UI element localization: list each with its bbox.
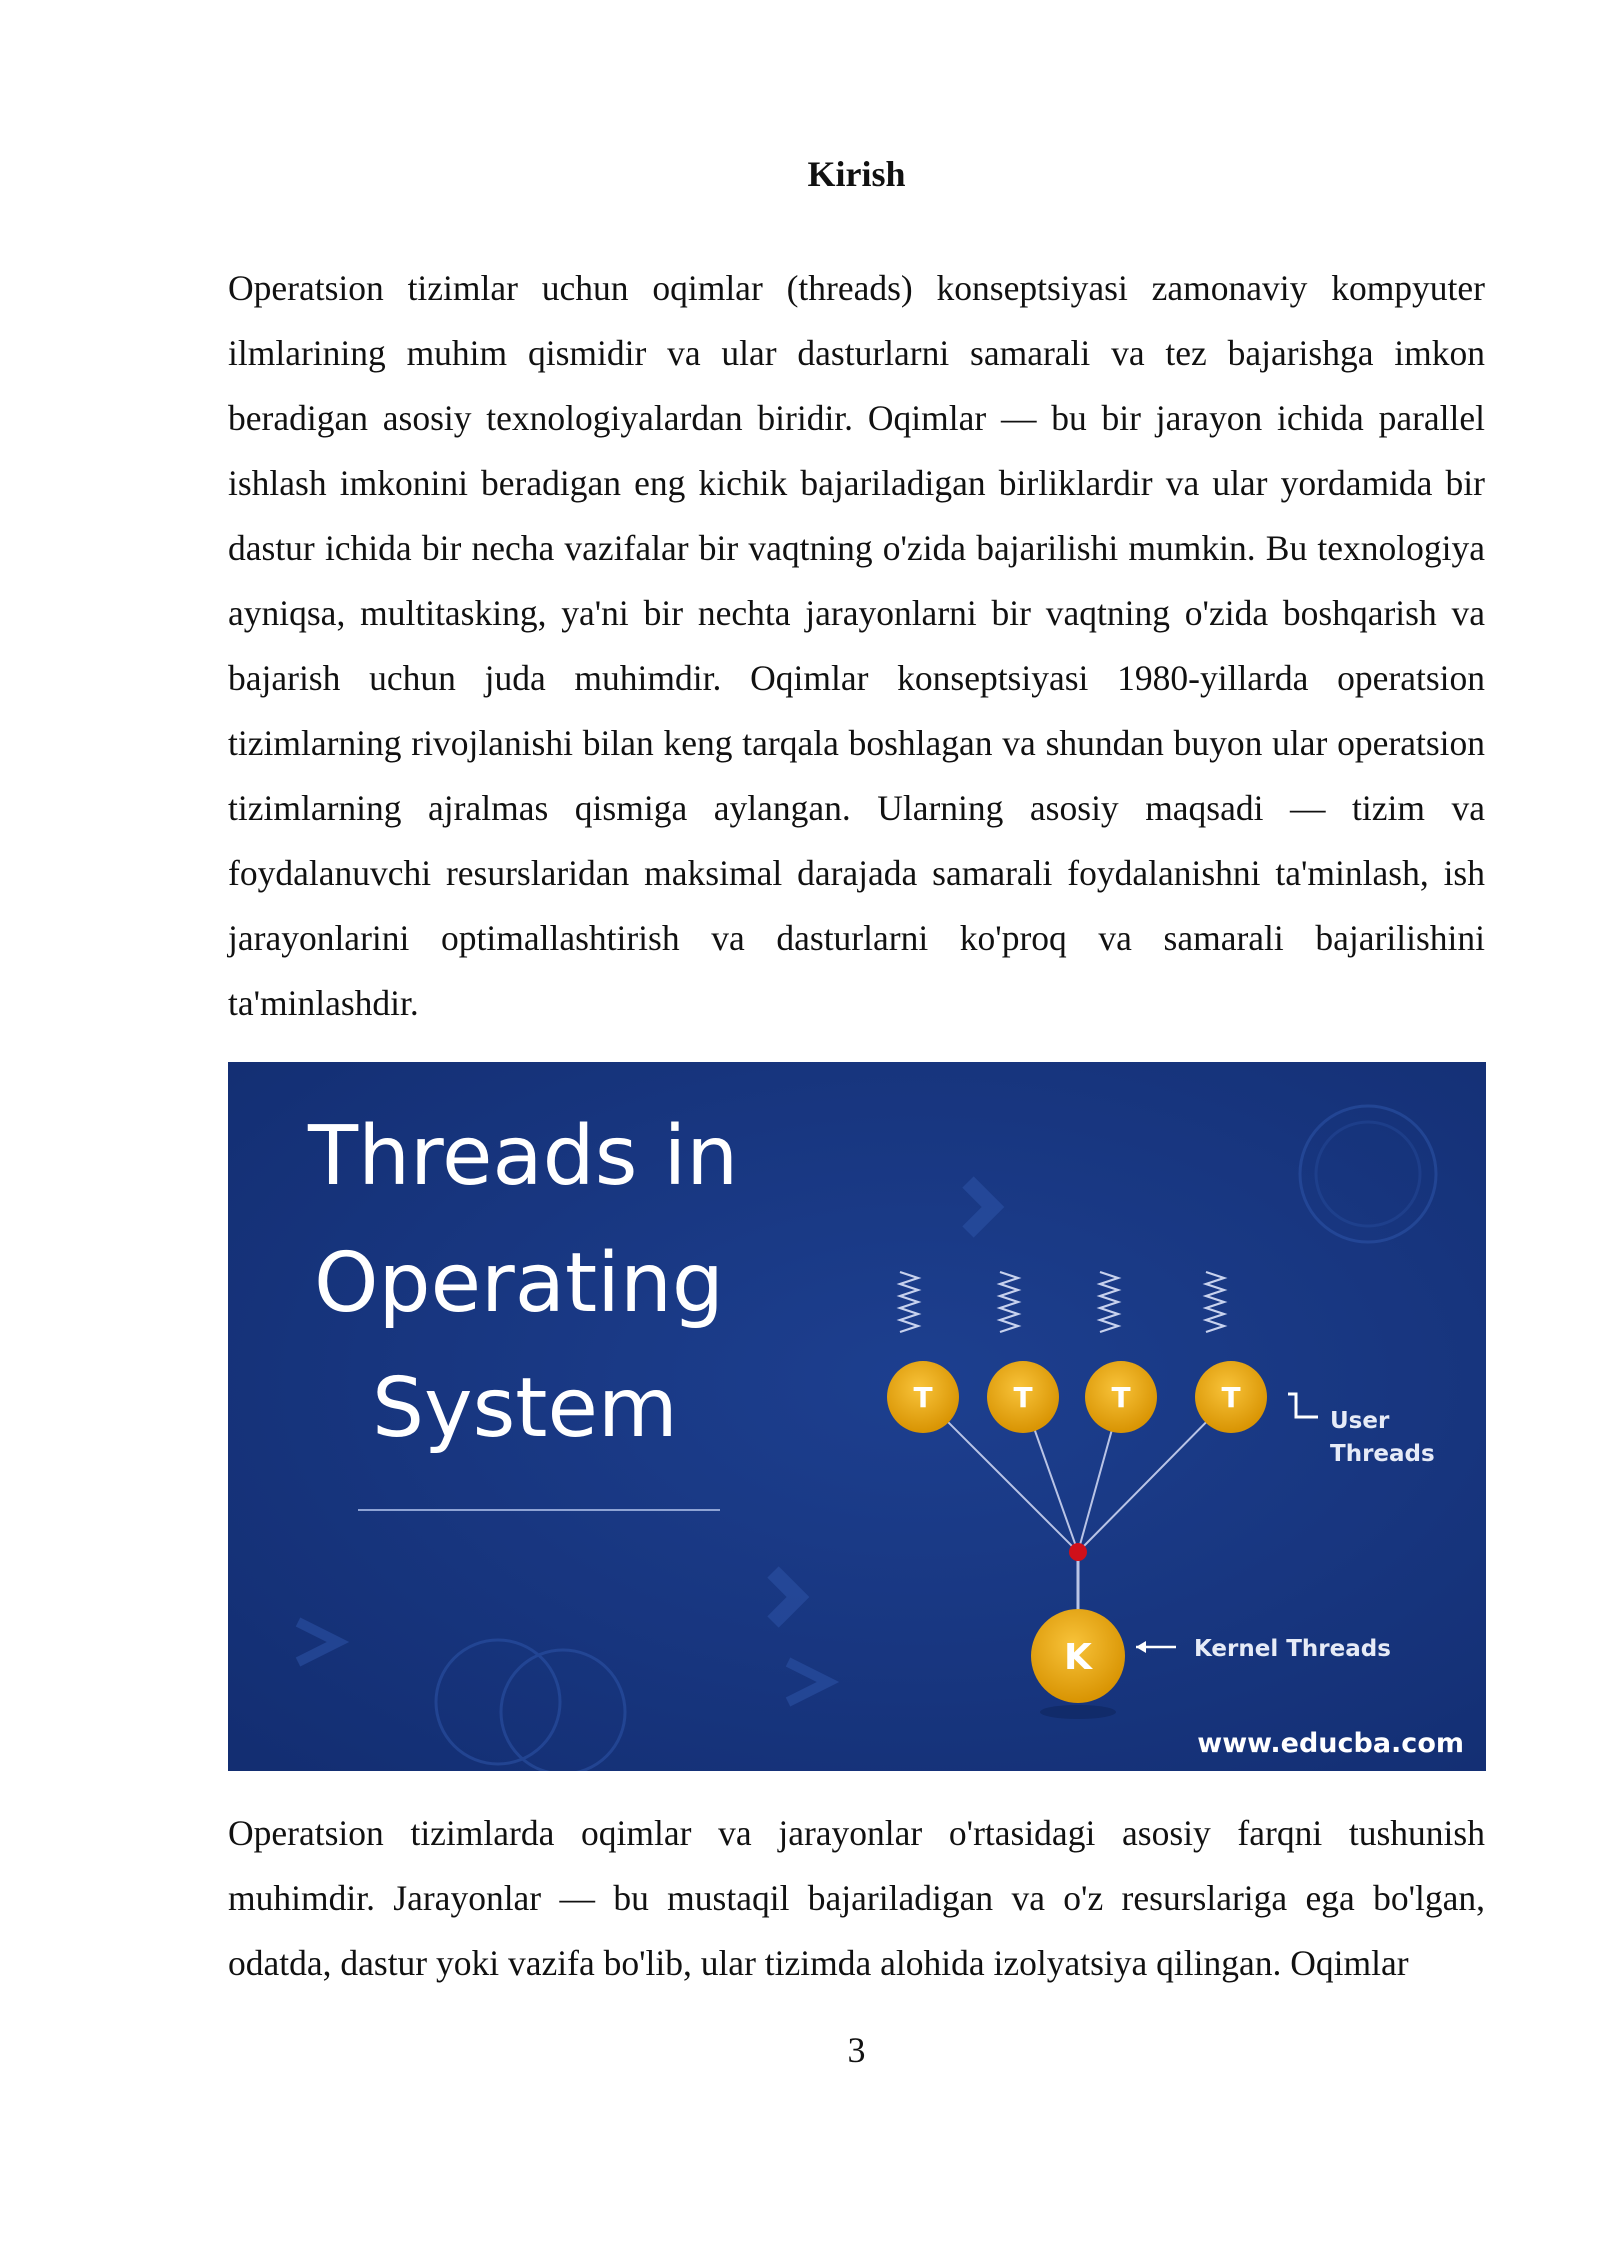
figure-title (307, 1109, 738, 1456)
page-number: 3 (847, 2030, 866, 2070)
thread-node-label-2: T (1013, 1381, 1033, 1414)
threads-figure (228, 1062, 1486, 1771)
user-threads-line-1: User (1330, 1408, 1390, 1434)
thread-node-label-3: T (1111, 1381, 1131, 1414)
user-threads-line-2: Threads (1330, 1441, 1435, 1467)
kernel-node-label: K (1064, 1637, 1092, 1678)
thread-node-label-4: T (1221, 1381, 1241, 1414)
website-label: www.educba.com (1197, 1728, 1464, 1759)
title-line-2: Operating (314, 1236, 724, 1331)
thread-node-label-1: T (913, 1381, 933, 1414)
section-heading: Kirish (807, 154, 906, 194)
threads-illustration (228, 1062, 1486, 1771)
title-line-1: Threads in (308, 1109, 739, 1204)
paragraph-intro: Operatsion tizimlar uchun oqimlar (threads) konseptsiyasi zamonaviy kompyuter ilmlarining muhim qismidir va ular dasturlarni samarali va tez bajarishga imkon beradigan asosiy texnologiyalardan biridir. Oqimlar — bu bir jarayon ichida parallel ishlash imkonini beradigan eng kichik bajariladigan birliklardir va ular yordamida bir dastur ichida bir necha vazifalar bir vaqtning o'zida bajarilishi mumkin. Bu texnologiya ayniqsa, multitasking, ya'ni bir nechta jarayonlarni bir vaqtning o'zida boshqarish va bajarish uchun juda muhimdir. Oqimlar konseptsiyasi 1980-yillarda operatsion tizimlarning rivojlanishi bilan keng tarqala boshlagan va shundan buyon ular operatsion tizimlarning ajralmas qismiga aylangan. Ularning asosiy maqsadi — tizim va foydalanuvchi resurslaridan maksimal darajada samarali foydalanishni ta'minlash, ish jarayonlarini optimallashtirish va dasturlarni ko'proq va samarali bajarilishini ta'minlashdir. (228, 268, 1485, 1023)
paragraph-continuation: Operatsion tizimlarda oqimlar va jarayonlar o'rtasidagi asosiy farqni tushunish muhimdir. Jarayonlar — bu mustaqil bajariladigan va o'z resurslariga ega bo'lgan, odatda, dastur yoki vazifa bo'lib, ular tizimda alohida izolyatsiya qilingan. Oqimlar (228, 1813, 1485, 1983)
kernel-threads-label: Kernel Threads (1194, 1636, 1391, 1662)
junction-point (1069, 1543, 1087, 1561)
title-line-3: System (372, 1361, 678, 1456)
